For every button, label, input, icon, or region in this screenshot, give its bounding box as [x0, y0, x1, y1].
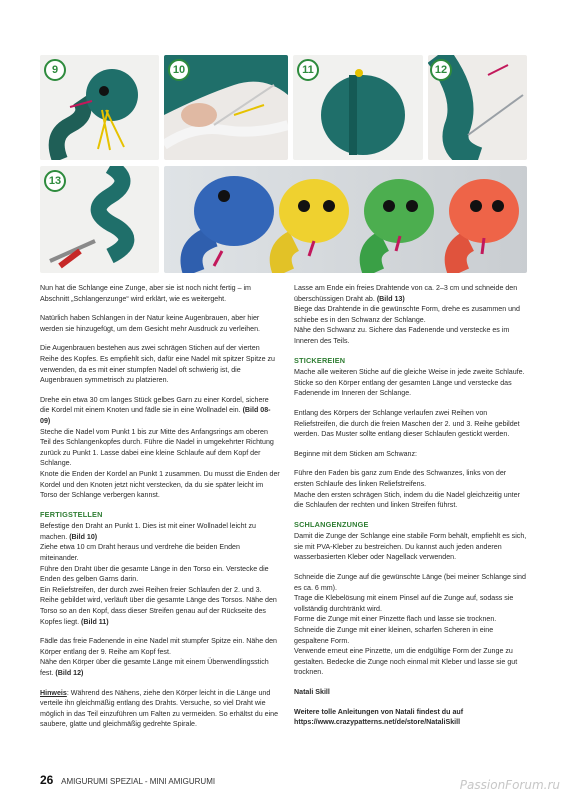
step-badge-12: 12	[430, 59, 452, 81]
paragraph: Drehe ein etwa 30 cm langes Stück gelbes Garn zu einer Kordel, sichere die Kordel mit einem Knoten und fädle sie in eine Wollnadel ein. (Bild 08-09) Steche die Nadel vom Punkt 1 bis zur Mitte des Anfangsrings am oberen Teil des Schlangenkopfes durch. Führe die Nadel in umgekehrter Richtung zurück zu Punkt 1. Lasse dabei eine kleine Schlaufe auf dem Kopf der Schlange. Knote die Enden der Kordel an Punkt 1 zusammen. Du musst die Enden der Kordel und den Knoten jetzt nicht verstecken, da du sie später leicht im Torso der Schlange verbergen kannst.	[40, 395, 280, 500]
step-badge-10: 10	[168, 59, 190, 81]
paragraph: Mache alle weiteren Stiche auf die gleiche Weise in jede zweite Schlaufe. Sticke so den Körper entlang der gesamten Länge und verstecke das Fadenende im Inneren der Schlange.	[294, 368, 525, 398]
paragraph: Entlang des Körpers der Schlange verlaufen zwei Reihen von Reliefstreifen, die durch die freien Maschen der 2. und 3. Reihe gebildet werden. Das Muster sollte entlang dieser Schlaufen gestickt werden.	[294, 408, 520, 439]
section-heading-fertigstellen: FERTIGSTELLEN	[40, 509, 103, 519]
paragraph: Befestige den Draht an Punkt 1. Dies ist mit einer Wollnadel leicht zu machen. (Bild 10) Ziehe etwa 10 cm Draht heraus und verdrehe die beiden Enden miteinander. Führe den Draht über die gesamte Länge in den Torso ein. Verstecke die Enden des gelben Garns darin. Ein Reliefstreifen, der durch zwei Reihen freier Schlaufen der 2. und 3. Reihe gebildet wird, verläuft über die gesamte Länge des Torsos. Nähe den Torso so an den Kopf, dass dieser Streifen genau auf der Rückseite des Kopfes liegt. (Bild 11)	[40, 522, 277, 626]
page-footer	[40, 773, 215, 787]
watermark: PassionForum.ru	[459, 778, 560, 792]
figure-ref: (Bild 12)	[55, 669, 84, 677]
paragraph: Die Augenbrauen bestehen aus zwei schrägen Stichen auf der vierten Reihe des Kopfes. Es empfiehlt sich, dafür eine Nadel mit spitzer Spitze zu verwenden, da es mit einer stumpfen Nadel oft schwierig ist, die Augenbrauen symmetrisch zu platzieren.	[40, 344, 275, 385]
step-badge-11: 11	[297, 59, 319, 81]
note-paragraph: Hinweis: Während des Nähens, ziehe den Körper leicht in die Länge und verteile ihn gleichmäßig entlang des Drahts. Versuche, so viel Draht wie möglich in das Teil einzuführen um Falten zu vermeiden. So erhältst du eine saubere, glatte und gleichmäßig gedrehte Spirale.	[40, 688, 279, 729]
figure-ref: (Bild 08-09)	[40, 406, 271, 425]
paragraph: Nun hat die Schlange eine Zunge, aber sie ist noch nicht fertig – im Abschnitt „Schlangenzunge“ wird erklärt, wie es weitergeht.	[40, 284, 251, 303]
note-label: Hinweis	[40, 688, 67, 697]
page-number: 26	[40, 773, 54, 787]
paragraph: Damit die Zunge der Schlange eine stabile Form behält, empfiehlt es sich, sie mit PVA-Kleber zu bestreichen. Du kannst auch jeden anderen wasserbasierten Kleber oder Nagellack verwenden.	[294, 532, 527, 562]
paragraph: Natürlich haben Schlangen in der Natur keine Augenbrauen, aber hier werden sie hinzugefügt, um dem Gesicht mehr Ausdruck zu verleihen.	[40, 314, 261, 333]
figure-ref: (Bild 13)	[376, 294, 405, 303]
paragraph: Lasse am Ende ein freies Drahtende von ca. 2–3 cm und schneide den überschüssigen Draht ab. (Bild 13) Biege das Drahtende in die gewünschte Form, drehe es zusammen und schiebe es in den Schwanz der Schlange. Nähe den Schwanz zu. Sichere das Fadenende und verstecke es im Inneren des Teils.	[294, 284, 520, 345]
step-badge-9: 9	[44, 59, 66, 81]
section-heading-stickereien: STICKEREIEN	[294, 355, 346, 365]
figure-ref: (Bild 10)	[69, 532, 98, 541]
more-patterns: Weitere tolle Anleitungen von Natali findest du auf https://www.crazypatterns.net/de/store/NataliSkill	[294, 707, 464, 727]
left-column	[40, 283, 280, 739]
paragraph: Schneide die Zunge auf die gewünschte Länge (bei meiner Schlange sind es ca. 6 mm). Trage die Klebelösung mit einem Pinsel auf die Zunge auf, sodass sie vollständig durchtränkt wird. Forme die Zunge mit einer Pinzette flach und lasse sie trocknen. Schneide die Zunge mit einer kleinen, scharfen Scheren in eine gespaltene Form. Verwende erneut eine Pinzette, um die endgültige Form der Zunge zu gestalten. Bedecke die Zunge noch einmal mit Kleber und lasse sie gut trocknen.	[294, 573, 526, 677]
magazine-title: AMIGURUMI SPEZIAL - MINI AMIGURUMI	[61, 777, 216, 786]
section-heading-schlangenzunge: SCHLANGENZUNGE	[294, 519, 369, 529]
paragraph: Beginne mit dem Sticken am Schwanz:	[294, 449, 418, 458]
store-link[interactable]: https://www.crazypatterns.net/de/store/NataliSkill	[294, 718, 461, 727]
step-badge-13: 13	[44, 170, 66, 192]
paragraph: Führe den Faden bis ganz zum Ende des Schwanzes, links von der ersten Schlaufe des linken Reliefstreifens. Mache den ersten schrägen Stich, indem du die Nadel gleichzeitig unter die Schlaufen der rechten und linken Streifen führst.	[294, 469, 520, 510]
photo-finished-snakes	[164, 166, 527, 273]
right-column	[294, 283, 527, 737]
author-name: Natali Skill	[294, 688, 330, 696]
paragraph: Fädle das freie Fadenende in eine Nadel mit stumpfer Spitze ein. Nähe den Körper entlang der 9. Reihe am Kopf fest. Nähe den Körper über die gesamte Länge mit einem Überwendlingsstich fest. (Bild 12)	[40, 637, 277, 677]
figure-ref: (Bild 11)	[81, 617, 109, 626]
four-snakes-illustration	[164, 166, 527, 273]
